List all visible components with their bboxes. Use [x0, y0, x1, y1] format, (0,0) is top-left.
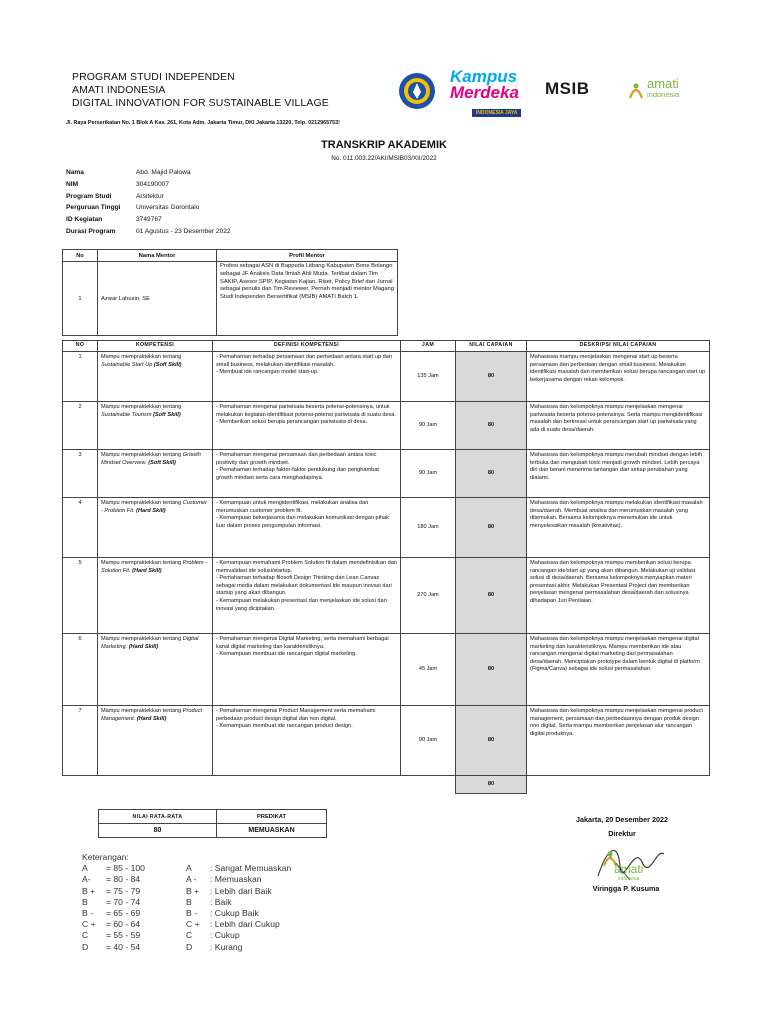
- header-line-2: AMATI INDONESIA: [72, 84, 166, 96]
- table-row: [63, 558, 710, 634]
- place-date: Jakarta, 20 Desember 2022: [576, 815, 668, 824]
- msib-logo: MSIB: [545, 79, 590, 98]
- row-kompetensi: [98, 352, 213, 402]
- legend-grade: B +: [82, 885, 96, 896]
- kompetensi-topic: Growth Mindset Overview.: [101, 452, 201, 466]
- row-definisi: - Pemahaman terhadap persamaan dan perbedaan antara start up dan small business, melakukan identifikasi masalah. - Membuat ide rancangan model start-up.: [213, 352, 401, 402]
- legend-row: [82, 930, 291, 941]
- legend-code: B -: [186, 908, 197, 919]
- tut-wuri-logo-icon: [398, 72, 436, 110]
- kompetensi-topic: Sustainable Start Up: [101, 361, 153, 368]
- kompetensi-skill: (Hard Skill): [132, 567, 162, 574]
- mentor-no: 1: [63, 262, 98, 336]
- legend-desc: : Sangat Memuaskan: [210, 863, 292, 874]
- legend-row: [82, 942, 291, 953]
- mentor-col-profile: Profil Mentor: [217, 250, 398, 262]
- km-logo-tag: INDONESIA JAYA: [472, 109, 521, 117]
- table-row: [63, 450, 710, 498]
- legend-row: [82, 908, 291, 919]
- row-jam: 135 Jam: [401, 352, 456, 402]
- table-row: [63, 262, 713, 336]
- legend-grade: A-: [82, 874, 91, 885]
- row-definisi: - Pemahaman mengenai pariwisata beserta potensi-potensinya, untuk melakukan kegiatan identifikasi potensi-potensi pariwisata di suatu desa. - Memberikan solusi berupa perancangan pariwisata di desa.: [213, 402, 401, 450]
- kompetensi-text: Mampu mempraktekkan tentang: [101, 500, 183, 506]
- row-nilai: 80: [456, 706, 527, 776]
- doc-title: TRANSKRIP AKADEMIK: [321, 139, 447, 151]
- table-row: [63, 498, 710, 558]
- header-block: [72, 71, 329, 110]
- amati-logo-top: amati: [647, 76, 679, 91]
- legend-row: [82, 863, 291, 874]
- summary-table: [98, 809, 327, 838]
- summary-average-value: 80: [99, 824, 217, 838]
- legend-grade: C +: [82, 919, 96, 930]
- info-value: Abd. Majid Palowa: [136, 169, 191, 176]
- row-jam: 270 Jam: [401, 558, 456, 634]
- kompetensi-text: Mampu mempraktekkan tentang: [101, 354, 182, 360]
- row-kompetensi: [98, 558, 213, 634]
- empty-cell: [98, 776, 213, 794]
- student-info: [66, 167, 231, 238]
- mentor-col-no: No: [63, 250, 98, 262]
- legend-range: = 75 - 79: [106, 885, 141, 896]
- mentor-table: [62, 249, 713, 336]
- info-row: [66, 202, 231, 214]
- legend-desc: : Cukup: [210, 930, 240, 941]
- row-no: 5: [63, 558, 98, 634]
- signer-role: Direktur: [608, 829, 636, 838]
- empty-cell: [213, 776, 401, 794]
- row-no: 1: [63, 352, 98, 402]
- row-no: 7: [63, 706, 98, 776]
- kompetensi-skill: (Hard Skill): [128, 643, 159, 650]
- legend-code: A: [186, 863, 192, 874]
- legend-range: = 70 - 74: [106, 896, 141, 907]
- stamp-text-top: amati: [614, 862, 644, 876]
- empty-cell: [527, 776, 710, 794]
- legend-grade: B -: [82, 908, 93, 919]
- row-nilai: 80: [456, 450, 527, 498]
- row-nilai: 80: [456, 634, 527, 706]
- info-label: Program Studi: [66, 192, 112, 200]
- legend-row: [82, 897, 291, 908]
- km-logo-bottom: Merdeka: [450, 83, 519, 102]
- amati-leaf-icon: [628, 80, 644, 100]
- average-row: [63, 776, 710, 794]
- legend-title: Keterangan:: [82, 852, 129, 862]
- legend-range: = 55 - 59: [106, 930, 141, 941]
- row-no: 2: [63, 402, 98, 450]
- kompetensi-text: Mampu mempraktekkan tentang: [101, 636, 183, 642]
- row-jam: 180 Jam: [401, 498, 456, 558]
- address: Jl. Raya Perserikatan No. 1 Blok A Kav. 261, Kota Adm. Jakarta Timur, DKI Jakarta 13220, Telp. 0212965753!: [66, 120, 340, 126]
- info-label: Durasi Program: [66, 227, 116, 235]
- row-jam: 90 Jam: [401, 402, 456, 450]
- legend-grade: B: [82, 896, 88, 907]
- kompetensi-text: Mampu mempraktekkan tentang: [101, 452, 183, 458]
- kompetensi-text: Mampu mempraktekkan tentang: [101, 404, 182, 410]
- mentor-name: Azwar Lahusin, SE: [98, 262, 217, 336]
- row-deskripsi: Mahasiswa dan kelompoknya mampu melakukan identifikasi masalah desa/daerah. Membuat analisa dan merumuskan masalah yang ditemukan. Bersama kelompoknya menemukan ide untuk menyelesaikan masalah (kreativitas).: [527, 498, 710, 558]
- row-definisi: - Kemampuan untuk mengidentifikasi, melakukan analisa dan merumuskan customer problem fit. - Kemampuan bekerjasama dan melakukan komunikasi dengan pihak luar dalam proses pengumpulan informasi.: [213, 498, 401, 558]
- legend-desc: : Cukup Baik: [210, 908, 259, 919]
- kompetensi-topic: Product Management.: [101, 708, 203, 722]
- legend-row: [82, 886, 291, 897]
- legend-range: = 80 - 84: [106, 874, 141, 885]
- row-kompetensi: [98, 402, 213, 450]
- legend-range: = 65 - 69: [106, 908, 141, 919]
- row-jam: 45 Jam: [401, 634, 456, 706]
- row-jam: 90 Jam: [401, 450, 456, 498]
- legend-grade: D: [82, 941, 89, 952]
- row-deskripsi: Mahasiswa dan kelompoknya mampu menjelaskan mengenai product management, persamaan dan perbedaannya dengan produk design non digital. Serta mampu memberikan penjelasan alur rancangan digital produknya.: [527, 706, 710, 776]
- info-value: Universitas Gorontalo: [136, 204, 200, 212]
- legend-range: = 60 - 64: [106, 919, 141, 930]
- info-row: [66, 179, 231, 191]
- col-definisi: DEFINISI KOMPETENSI: [213, 341, 401, 352]
- summary-col-average: NILAI RATA-RATA: [99, 810, 217, 824]
- legend-code: A -: [186, 874, 197, 885]
- kompetensi-text: Mampu mempraktekkan tentang: [101, 708, 183, 714]
- empty-cell: [401, 776, 456, 794]
- row-nilai: 80: [456, 498, 527, 558]
- kompetensi-skill: (Soft Skill): [153, 361, 182, 368]
- table-row: [63, 352, 710, 402]
- row-no: 6: [63, 634, 98, 706]
- table-row: [63, 634, 710, 706]
- row-kompetensi: [98, 706, 213, 776]
- grade-legend: [82, 852, 291, 953]
- table-row: [63, 706, 710, 776]
- row-definisi: - Pemahaman mengenai Product Management serta memahami perbedaan product design digital dan non digital. - Kemampuan membuat ide rancangan product design.: [213, 706, 401, 776]
- row-no: 3: [63, 450, 98, 498]
- kompetensi-skill: (Hard Skill): [136, 507, 166, 514]
- legend-desc: : Lebih dari Baik: [210, 885, 272, 896]
- km-logo-top: Kampus: [450, 67, 518, 86]
- info-label: Perguruan Tinggi: [66, 204, 121, 212]
- row-kompetensi: [98, 498, 213, 558]
- mentor-col-name: Nama Mentor: [98, 250, 217, 262]
- header-line-1: PROGRAM STUDI INDEPENDEN: [72, 71, 235, 83]
- info-label: NIM: [66, 180, 79, 188]
- summary-col-predikat: PREDIKAT: [217, 810, 327, 824]
- info-row: [66, 214, 231, 226]
- legend-code: C +: [186, 919, 200, 930]
- kompetensi-skill: (Hard Skill): [136, 715, 167, 722]
- row-deskripsi: Mahasiswa dan kelompoknya mampu menjelaskan mengenai pariwisata beserta potensi-potensinya. Serta mampu mengidentifikasi masalah dan berkreasi untuk perancangan start up pariwisata yang ada di suatu desa/daerah.: [527, 402, 710, 450]
- amati-logo: [647, 78, 679, 99]
- legend-row: [82, 919, 291, 930]
- kompetensi-topic: Digital Marketing.: [101, 636, 199, 650]
- legend-range: = 85 - 100: [106, 863, 145, 874]
- legend-desc: : Kurang: [210, 941, 243, 952]
- info-row: [66, 226, 231, 238]
- row-no: 4: [63, 498, 98, 558]
- col-deskripsi: DESKRIPSI NILAI CAPAIAN: [527, 341, 710, 352]
- kompetensi-skill: (Soft Skill): [153, 411, 181, 418]
- kompetensi-topic: Customer - Problem Fit.: [101, 500, 208, 514]
- col-nilai: NILAI CAPAIAN: [456, 341, 527, 352]
- legend-desc: : Memuaskan: [210, 874, 262, 885]
- info-label: ID Kegiatan: [66, 216, 103, 224]
- legend-grade: A: [82, 863, 88, 874]
- legend-code: C: [186, 930, 193, 941]
- info-value: Arsitektur: [136, 192, 164, 200]
- row-jam: 90 Jam: [401, 706, 456, 776]
- summary-predikat-value: MEMUASKAN: [217, 824, 327, 838]
- col-no: NO: [63, 341, 98, 352]
- col-kompetensi: KOMPETENSI: [98, 341, 213, 352]
- amati-logo-bottom: indonesia: [647, 90, 680, 99]
- info-row: [66, 167, 231, 179]
- legend-code: B +: [186, 885, 200, 896]
- row-nilai: 80: [456, 352, 527, 402]
- legend-code: B: [186, 896, 192, 907]
- kompetensi-text: Mampu mempraktekkan tentang: [101, 560, 183, 566]
- row-kompetensi: [98, 450, 213, 498]
- row-definisi: - Pemahaman mengenai persamaan dan perbedaan antara toxic positivity dan growth mindset. - Pemahaman terhadap faktor-faktor pendukung dan penghambat growth mindset serta cara menghadapinya.: [213, 450, 401, 498]
- row-nilai: 80: [456, 402, 527, 450]
- table-row: [63, 402, 710, 450]
- row-definisi: - Pemahaman mengenai Digital Marketing, serta memahami berbagai kanal digital marketing dan karakteristiknya. - Kemampuan membuat ide rancangan digital marketing.: [213, 634, 401, 706]
- row-deskripsi: Mahasiswa dan kelompoknya mampu merubah mindset dengan lebih terbuka dan mengubah toxic menjadi growth mindset. Lebih percaya diri dan berani menerima tantangan dari setiap perubahan yang dialami.: [527, 450, 710, 498]
- empty-cell: [63, 776, 98, 794]
- kompetensi-skill: (Soft Skill): [148, 459, 176, 466]
- signer-name: Viringga P. Kusuma: [592, 884, 660, 893]
- average-value: 80: [456, 776, 527, 794]
- row-deskripsi: Mahasiswa dan kelompoknya mampu memberikan solusi berupa rancangan ide/start up yang akan dibangun. Melakukan uji validasi solusi di desa/daerah. Bersama kelompoknya menyiapkan materi presentasi akhir. Melakukan Presentasi Project dan memberikan penjelasan mengenai permasalahan desa/daerah dan solusinya dihadapan Juri Penilaian.: [527, 558, 710, 634]
- legend-range: = 40 - 54: [106, 941, 141, 952]
- mentor-profile: Profesi sebagai ASN di Bappeda Litbang Kabupaten Bone Bolango sebagai JF Analisis Data Ilmiah Ahli Muda. Terlibat dalam Tim SAKIP, Asesor SPIP, Kegiatan Kajian, Riset, Policy Brief dan Jurnal sebagai penulis dan Tim Reviewer. Pernah menjadi mentor Magang Studi Independen Bersertifikat (MSIB) AMATI Batch 1.: [217, 262, 398, 336]
- legend-code: D: [186, 941, 193, 952]
- info-value: 01 Agustus - 23 Desember 2022: [136, 227, 231, 235]
- legend-grade: C: [82, 930, 89, 941]
- legend-desc: : Baik: [210, 896, 232, 907]
- row-kompetensi: [98, 634, 213, 706]
- info-row: [66, 191, 231, 203]
- info-value: 304190007: [136, 180, 170, 188]
- info-value: 3749767: [136, 216, 162, 224]
- kampus-merdeka-logo: [450, 67, 534, 116]
- competency-table: [62, 340, 710, 794]
- row-definisi: - Kemampuan memahami Problem Solution fit dalam mendefinisikan dan memvalidasi ide solusi/startup. - Pemahaman terhadap filosofi Design Thinking dan Lean Canvas sebagai media dalam melakukan dokumentasi ide maupun inovasi dari startup yang akan dibangun. - Kemampuan melakukan presentasi dan menjelaskan ide solusi dari inovasi yang diciptakan.: [213, 558, 401, 634]
- row-deskripsi: Mahasiswa dan kelompoknya mampu menjelaskan mengenai digital marketing dan karakteristiknya. Mampu memberikan ide atau rancangan mengenai digital marketing dari permasalahan desa/daerah. Menciptakan prototype dalam bentuk digital di platform (Figma/Canva) sebagai ide solusi permasalahan.: [527, 634, 710, 706]
- stamp-text-bottom: indonesia: [618, 876, 640, 882]
- header-line-3: DIGITAL INNOVATION FOR SUSTAINABLE VILLAGE: [72, 97, 329, 109]
- info-label: Nama: [66, 169, 84, 176]
- row-deskripsi: Mahasiswa mampu menjelaskan mengenai start up beserta persamaan dan perbedaan dengan small business. Melakukan identifikasi masalah dan memberikan solusi berupa rancangan start up bekerjasama dengan rekan kelompok.: [527, 352, 710, 402]
- legend-row: [82, 874, 291, 885]
- kompetensi-topic: Problem - Solution Fit.: [101, 560, 208, 574]
- row-nilai: 80: [456, 558, 527, 634]
- col-jam: JAM: [401, 341, 456, 352]
- kompetensi-topic: Sustainable Tourism: [101, 411, 152, 418]
- legend-desc: : Lebih dari Cukup: [210, 919, 280, 930]
- doc-number: No. 011.003.22/AKI/MSIB03/XII/2022: [331, 155, 437, 162]
